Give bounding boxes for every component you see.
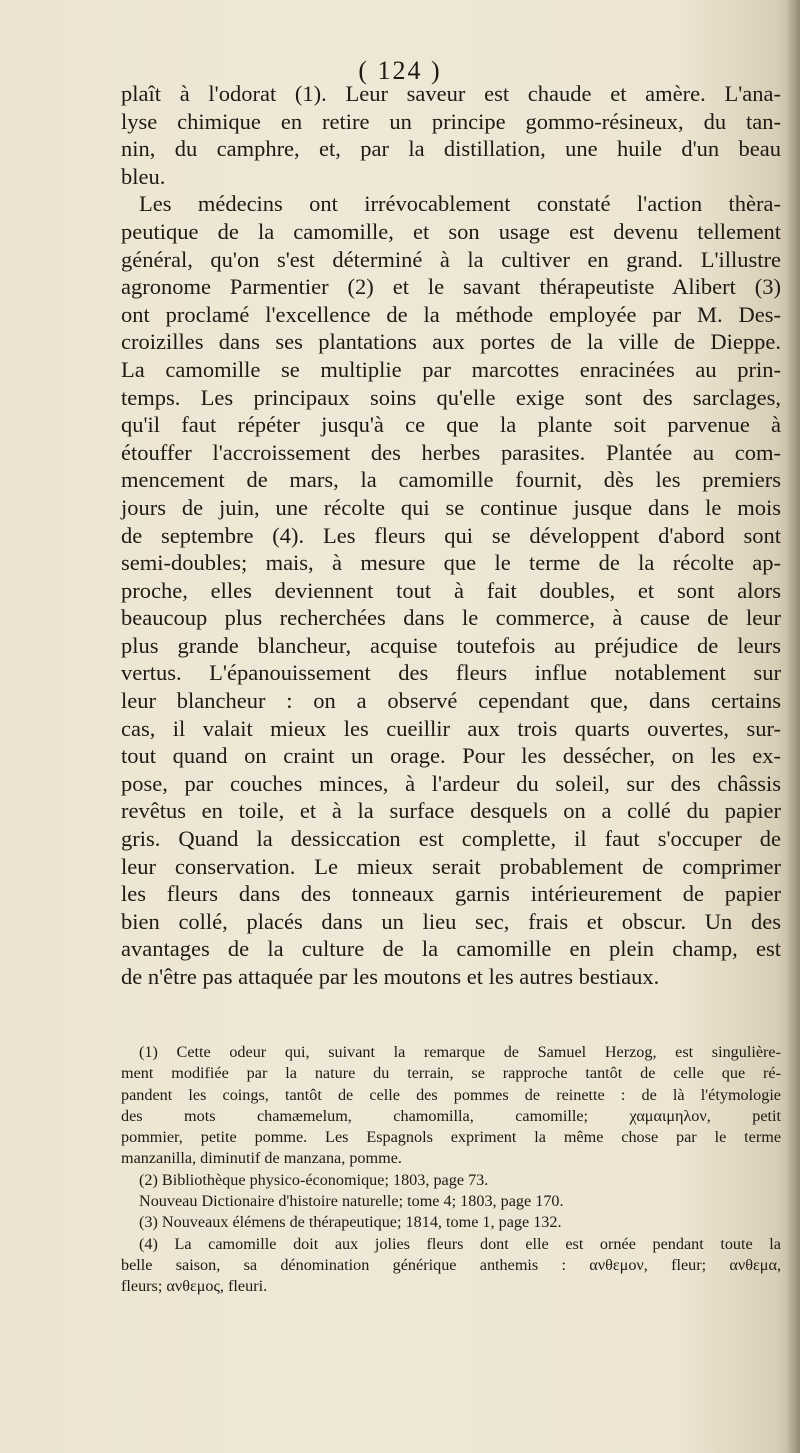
text-line: nin, du camphre, et, par la distillation, une huile d'un beau bbox=[121, 136, 781, 162]
text-line: pose, par couches minces, à l'ardeur du soleil, sur des châssis bbox=[121, 770, 781, 796]
footnote-line: (1) Cette odeur qui, suivant la remarque de Samuel Herzog, est singulière- bbox=[139, 1043, 781, 1061]
text-line: mencement de mars, la camomille fournit, dès les premiers bbox=[121, 467, 781, 493]
text-line: peutique de la camomille, et son usage est devenu tellement bbox=[121, 218, 781, 244]
text-line: leur blancheur : on a observé cependant que, dans certains bbox=[121, 688, 781, 714]
footnote-line: (2) Bibliothèque physico-économique; 1803, page 73. bbox=[139, 1170, 489, 1189]
text-line: agronome Parmentier (2) et le savant thérapeutiste Alibert (3) bbox=[121, 274, 781, 300]
footnote-line: belle saison, sa dénomination générique anthemis : ανθεμον, fleur; ανθεμα, bbox=[121, 1255, 781, 1274]
text-line: lyse chimique en retire un principe gommo-résineux, du tan- bbox=[121, 108, 781, 134]
text-line: beaucoup plus recherchées dans le commerce, à cause de leur bbox=[121, 605, 781, 631]
text-line: vertus. L'épanouissement des fleurs influe notablement sur bbox=[121, 660, 781, 686]
text-line: plus grande blancheur, acquise toutefois au préjudice de leurs bbox=[121, 632, 781, 658]
text-line: bien collé, placés dans un lieu sec, frais et obscur. Un des bbox=[121, 908, 781, 934]
text-line: temps. Les principaux soins qu'elle exige sont des sarclages, bbox=[121, 384, 781, 410]
text-line: jours de juin, une récolte qui se continue jusque dans le mois bbox=[121, 494, 781, 520]
text-line: étouffer l'accroissement des herbes parasites. Plantée au com- bbox=[121, 439, 781, 465]
footnotes bbox=[121, 1042, 781, 1298]
footnote-line: Nouveau Dictionaire d'histoire naturelle; tome 4; 1803, page 170. bbox=[139, 1192, 564, 1211]
text-line: de septembre (4). Les fleurs qui se développent d'abord sont bbox=[121, 522, 781, 548]
text-line: plaît à l'odorat (1). Leur saveur est chaude et amère. L'ana- bbox=[121, 81, 781, 106]
text-line: leur conservation. Le mieux serait probablement de comprimer bbox=[121, 853, 781, 879]
page-edge-shadow bbox=[786, 0, 800, 1453]
text-line: La camomille se multiplie par marcottes enracinées au prin- bbox=[121, 356, 781, 382]
text-line: avantages de la culture de la camomille en plein champ, est bbox=[121, 936, 781, 962]
text-line: tout quand on craint un orage. Pour les dessécher, on les ex- bbox=[121, 743, 781, 769]
page-number-header: ( 124 ) bbox=[358, 56, 442, 85]
footnote-line: ment modifiée par la nature du terrain, se rapproche tantôt de celle que ré- bbox=[121, 1064, 781, 1083]
main-text bbox=[121, 80, 781, 991]
footnote-line: des mots chamæmelum, chamomilla, camomille; χαμαιμηλον, petit bbox=[121, 1106, 781, 1125]
text-line: proche, elles deviennent tout à fait doubles, et sont alors bbox=[121, 577, 781, 603]
text-line: de n'être pas attaquée par les moutons et les autres bestiaux. bbox=[121, 964, 660, 989]
text-line: ont proclamé l'excellence de la méthode employée par M. Des- bbox=[121, 301, 781, 327]
text-line: bleu. bbox=[121, 163, 166, 189]
text-line: les fleurs dans des tonneaux garnis intérieurement de papier bbox=[121, 881, 781, 907]
footnote-line: pandent les coings, tantôt de celle des pommes de reinette : de là l'étymologie bbox=[121, 1085, 781, 1104]
text-line: semi-doubles; mais, à mesure que le terme de la récolte ap- bbox=[121, 550, 781, 576]
text-line: Les médecins ont irrévocablement constaté l'action thèra- bbox=[139, 191, 781, 217]
text-line: qu'il faut répéter jusqu'à ce que la plante soit parvenue à bbox=[121, 412, 781, 438]
text-line: croizilles dans ses plantations aux portes de la ville de Dieppe. bbox=[121, 329, 781, 355]
footnote-line: (3) Nouveaux élémens de thérapeutique; 1814, tome 1, page 132. bbox=[139, 1213, 562, 1232]
footnote-line: pommier, petite pomme. Les Espagnols expriment la même chose par le terme bbox=[121, 1128, 781, 1147]
text-line: cas, il valait mieux les cueillir aux trois quarts ouvertes, sur- bbox=[121, 715, 781, 741]
text-line: gris. Quand la dessiccation est complette, il faut s'occuper de bbox=[121, 826, 781, 852]
text-line: général, qu'on s'est déterminé à la cultiver en grand. L'illustre bbox=[121, 246, 781, 272]
footnote-line: manzanilla, diminutif de manzana, pomme. bbox=[121, 1149, 402, 1168]
text-line: revêtus en toile, et à la surface desquels on a collé du papier bbox=[121, 798, 781, 824]
footnote-line: fleurs; ανθεμος, fleuri. bbox=[121, 1277, 268, 1296]
footnote-line: (4) La camomille doit aux jolies fleurs dont elle est ornée pendant toute la bbox=[139, 1234, 781, 1253]
